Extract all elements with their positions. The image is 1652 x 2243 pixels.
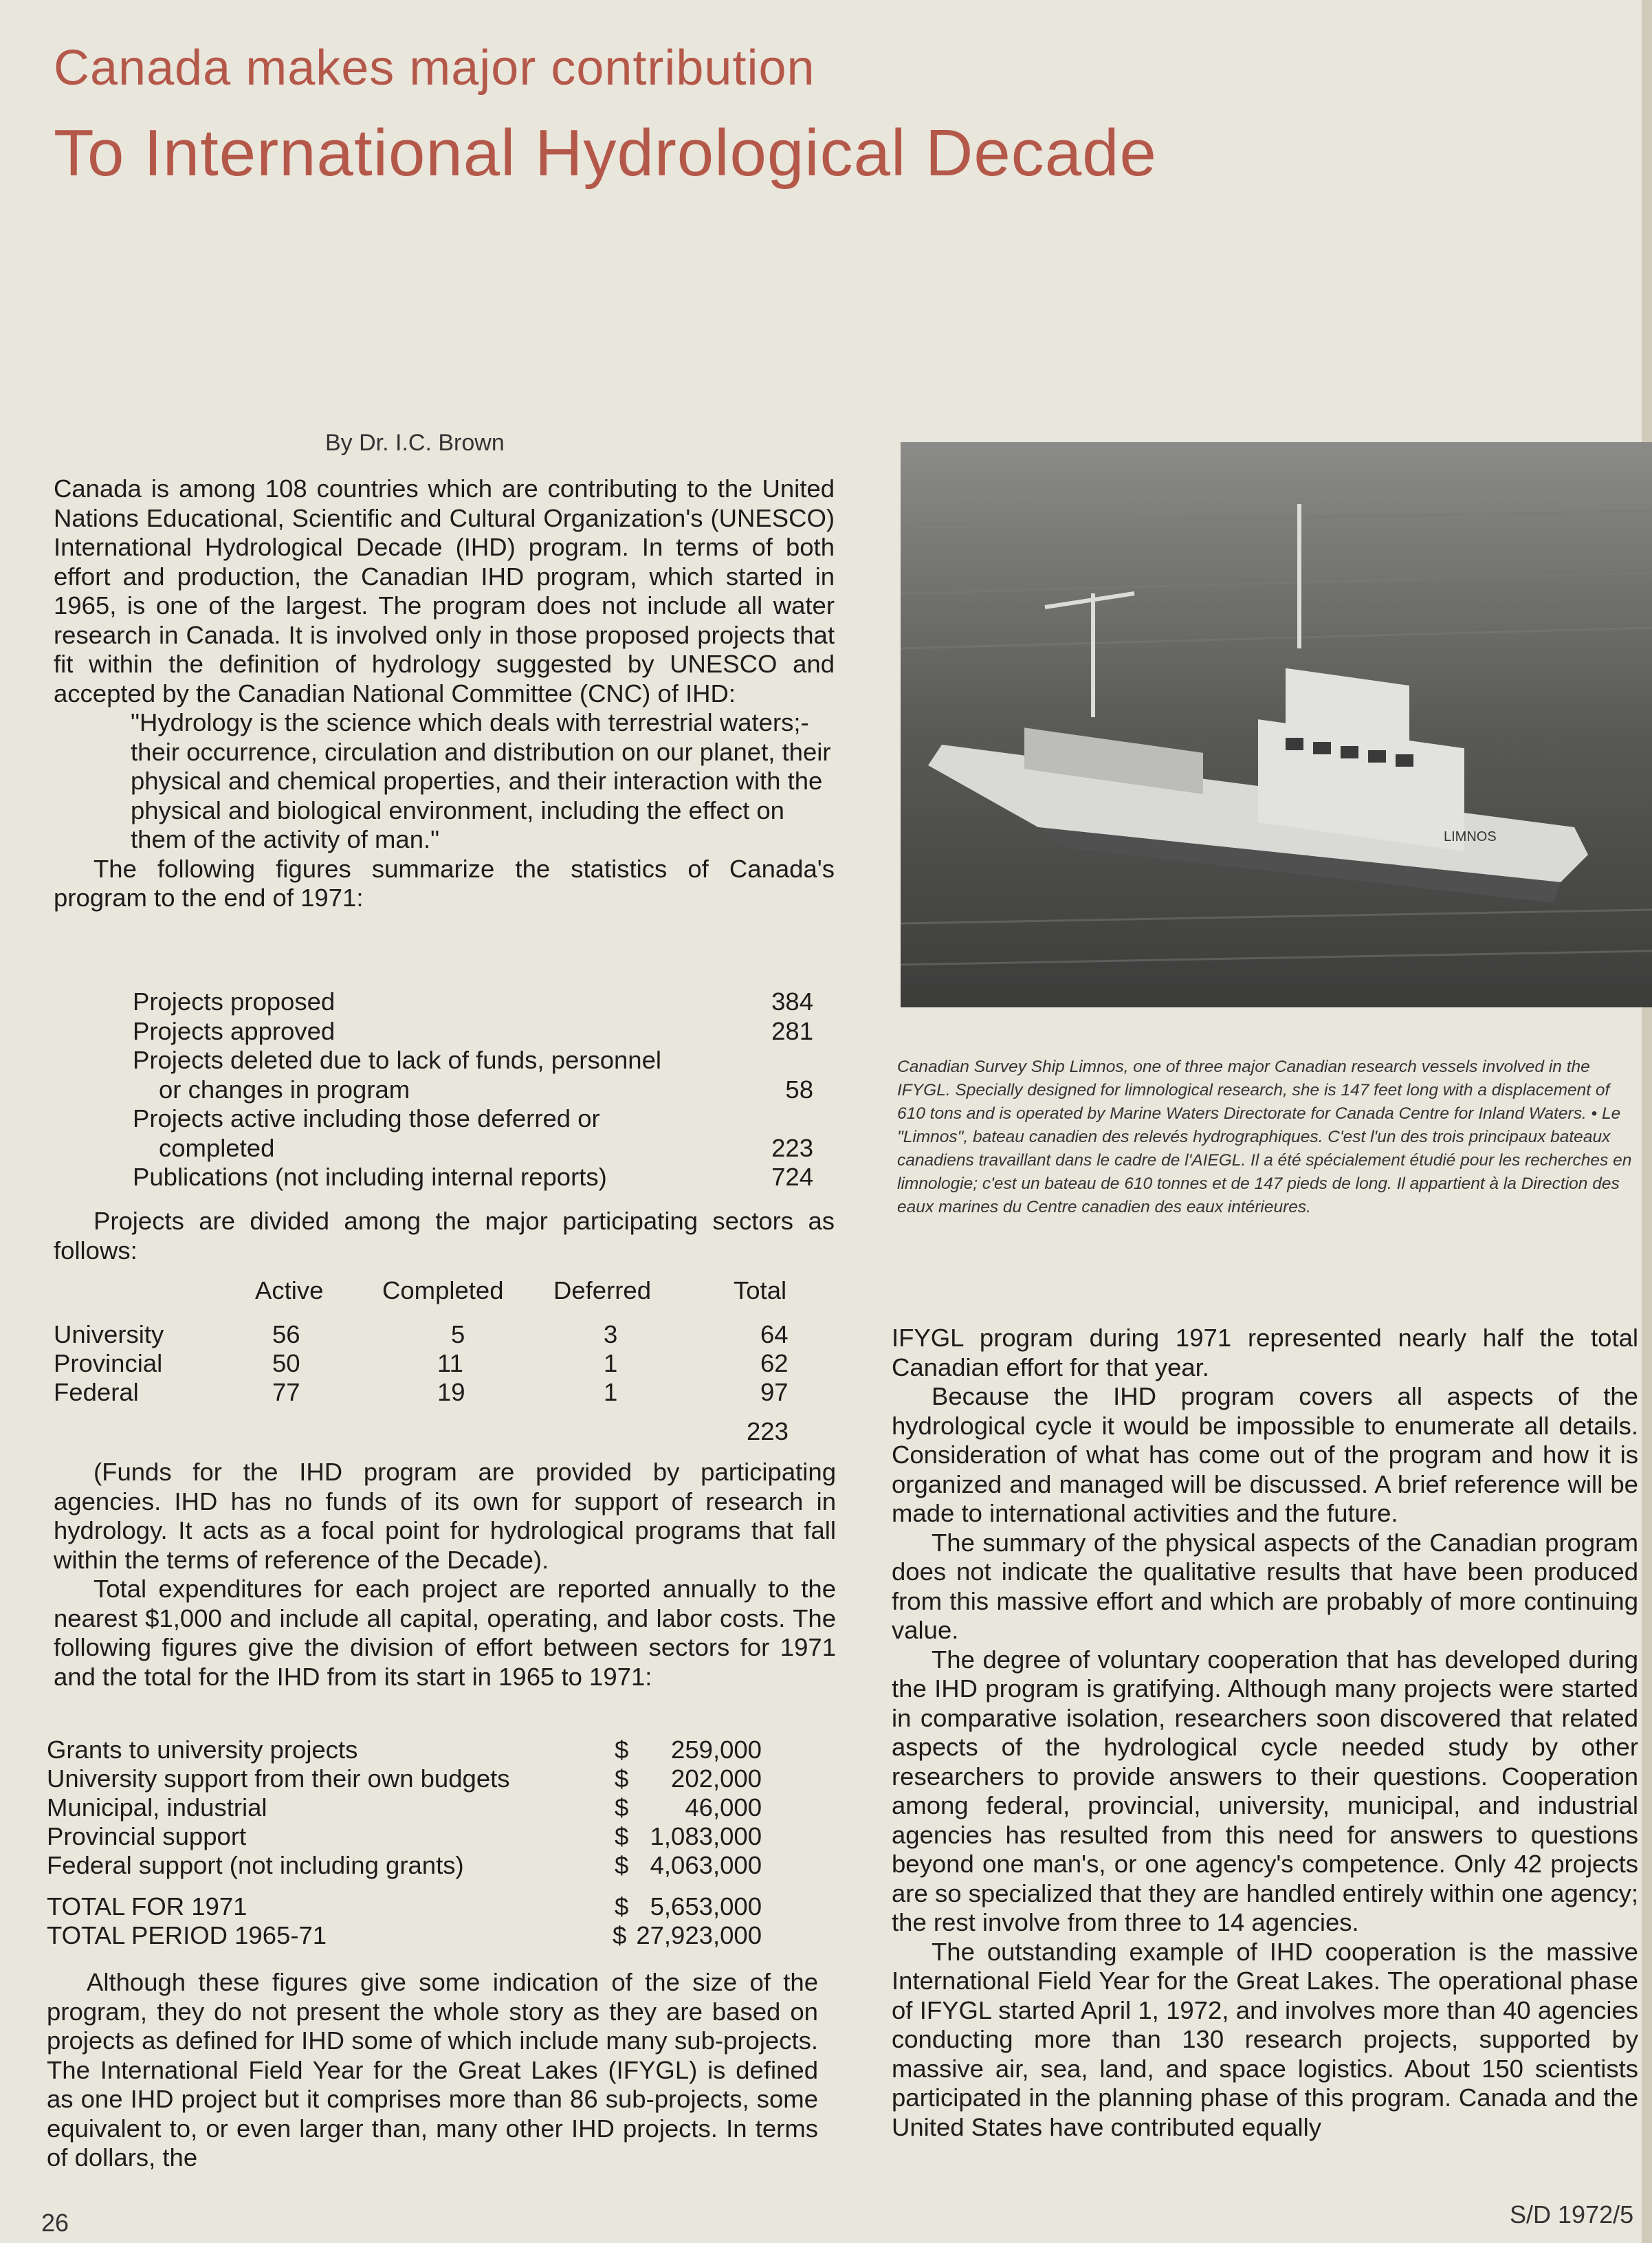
sector-name: Federal [54, 1378, 139, 1406]
currency-sign: $ [615, 1764, 629, 1793]
stat-label: Publications (not including internal reports) [133, 1163, 607, 1191]
total-label: TOTAL FOR 1971 [47, 1892, 247, 1921]
expenditure-label: Provincial support [47, 1822, 247, 1850]
binding-edge [1642, 0, 1652, 2243]
table-cell: 64 [760, 1320, 789, 1348]
figures-intro-paragraph: The following figures summarize the statistics of Canada's program to the end of 1971: [54, 854, 835, 912]
currency-sign: $ [615, 1822, 629, 1850]
ship-illustration [901, 442, 1652, 1007]
stat-label: Projects proposed [133, 987, 335, 1016]
sector-name: University [54, 1320, 164, 1348]
column-header-deferred: Deferred [553, 1276, 652, 1304]
photo-caption: Canadian Survey Ship Limnos, one of three major Canadian research vessels involved in the IFYGL. Specially designed for limnological research, she is 147 feet long with a displacement of 610 tons and is operated by Marine Waters Directorate for Canada Centre for Inland Waters. • Le "Limnos", bateau canadien des relevés hydrographiques. C'est l'un des trois principaux bateaux canadiens travaillant dans le cadre de l'AIEGL. Il a été spécialement étudié pour les recherches en limnologie; c'est un bateau de 610 tonnes et de 147 pieds de long. Il appartient à la Direction des eaux marines du Centre canadien des eaux intérieures. [897, 1058, 1632, 1216]
closing-paragraph: Although these figures give some indication of the size of the program, they do not present the whole story as they are based on projects as defined for IHD some of which include many sub-projects. The International Field Year for the Great Lakes (IFYGL) is defined as one IHD project but it comprises more than 86 sub-projects, some equivalent to, or even larger than, many other IHD projects. In terms of dollars, the [47, 1968, 818, 2171]
stat-row [133, 1046, 813, 1104]
headline-kicker: Canada makes major contribution [54, 41, 815, 96]
funds-block [54, 1458, 836, 1692]
column-two [892, 1324, 1638, 2142]
closing-block [47, 1968, 818, 2173]
table-cell: 56 [272, 1320, 300, 1348]
stat-value: 281 [771, 1016, 813, 1045]
currency-sign: $ [615, 1892, 629, 1921]
stat-row [133, 1017, 813, 1047]
expenditure-amount: 1,083,000 [650, 1822, 762, 1850]
hydrology-definition-quote: "Hydrology is the science which deals with terrestrial waters;-their occurrence, circulation and distribution on our planet, their physical and chemical properties, and their interaction with the physical and biological environment, including the effect on them of the activity of man." [131, 708, 831, 853]
currency-sign: $ [615, 1851, 629, 1879]
sector-table [54, 1276, 837, 1448]
column-two-paragraph: The degree of voluntary cooperation that has developed during the IHD program is gratifying. Although many projects were started in comparative isolation, researchers soon discovered that related aspects of the hydrological cycle needed study by other researchers to provide answers to their questions. Cooperation among federal, provincial, university, municipal, and industrial agencies has resulted from this need for answers to questions beyond one man's, or one agency's competence. Only 42 projects are so specialized that they are handled entirely within one agency; the rest involve from three to 14 agencies. [892, 1645, 1638, 1936]
table-cell: 77 [272, 1378, 300, 1406]
stat-value: 384 [771, 987, 813, 1016]
column-two-paragraph: Because the IHD program covers all aspects of the hydrological cycle it would be impossible to enumerate all details. Consideration of what has come out of the program and how it is organized and managed will be discussed. A brief reference will be made to international activities and the future. [892, 1382, 1638, 1527]
sectors-intro-paragraph: Projects are divided among the major participating sectors as follows: [54, 1207, 835, 1265]
expenditure-label: Grants to university projects [47, 1736, 358, 1764]
expenditure-paragraph: Total expenditures for each project are reported annually to the nearest $1,000 and include all capital, operating, and labor costs. The following figures give the division of effort between sectors for 1971 and the total for the IHD from its start in 1965 to 1971: [54, 1575, 836, 1691]
hull-name-label: LIMNOS [1444, 829, 1497, 844]
intro-paragraph: Canada is among 108 countries which are contributing to the United Nations Educational, Scientific and Cultural Organization's (UNESCO) International Hydrological Decade (IHD) program. In terms of both effort and production, the Canadian IHD program, which started in 1965, is one of the largest. The program does not include all water research in Canada. It is involved only in those proposed projects that fit within the definition of hydrology suggested by UNESCO and accepted by the Canadian National Committee (CNC) of IHD: [54, 474, 835, 708]
expenditure-amount: 4,063,000 [650, 1851, 762, 1879]
byline: By Dr. I.C. Brown [325, 430, 505, 456]
issue-folio: S/D 1972/5 [1510, 2200, 1634, 2229]
table-cell: 50 [272, 1349, 300, 1377]
grand-total: 223 [747, 1417, 789, 1445]
table-cell: 5 [451, 1320, 465, 1348]
statistics-list [133, 987, 813, 1192]
stat-label: Projects active including those deferred or [133, 1104, 600, 1133]
stat-label-continued: or changes in program [159, 1075, 410, 1104]
headline-title: To International Hydrological Decade [54, 116, 1157, 190]
stat-row [133, 1104, 813, 1163]
stat-value: 58 [785, 1075, 813, 1104]
total-amount: 27,923,000 [636, 1921, 762, 1949]
table-cell: 62 [760, 1349, 789, 1377]
column-two-paragraph: IFYGL program during 1971 represented nearly half the total Canadian effort for that year. [892, 1324, 1638, 1381]
column-header-completed: Completed [382, 1276, 504, 1304]
stat-row [133, 987, 813, 1017]
expenditure-amount: 46,000 [685, 1793, 762, 1821]
stat-value: 223 [771, 1133, 813, 1162]
currency-sign: $ [615, 1793, 629, 1821]
currency-sign: $ [613, 1921, 627, 1949]
stat-row [133, 1163, 813, 1192]
expenditure-label: Federal support (not including grants) [47, 1851, 464, 1879]
stat-label-continued: completed [159, 1133, 275, 1162]
expenditures-table [47, 1736, 762, 1956]
expenditure-label: Municipal, industrial [47, 1793, 267, 1821]
table-cell: 19 [437, 1378, 465, 1406]
column-two-paragraph: The summary of the physical aspects of the Canadian program does not indicate the qualitative results that have been produced from this massive effort and which are probably of more continuing value. [892, 1528, 1638, 1644]
stat-label: Projects approved [133, 1016, 335, 1045]
page-number: 26 [41, 2209, 69, 2237]
table-cell: 97 [760, 1378, 789, 1406]
table-cell: 1 [604, 1378, 618, 1406]
table-cell: 11 [437, 1349, 463, 1377]
ship-photo [901, 442, 1652, 1007]
expenditure-amount: 259,000 [671, 1736, 762, 1764]
column-header-active: Active [255, 1276, 324, 1304]
intro-block [54, 474, 835, 913]
table-cell: 3 [604, 1320, 618, 1348]
sector-name: Provincial [54, 1349, 163, 1377]
expenditure-amount: 202,000 [671, 1764, 762, 1793]
column-two-paragraph: The outstanding example of IHD cooperation is the massive International Field Year for the Great Lakes. The operational phase of IFYGL started April 1, 1972, and involves more than 40 agencies conducting more than 130 research projects, supported by massive air, sea, land, and space logistics. About 150 scientists participated in the planning phase of this program. Canada and the United States have contributed equally [892, 1937, 1638, 2141]
column-header-total: Total [734, 1276, 787, 1304]
table-cell: 1 [604, 1349, 618, 1377]
currency-sign: $ [615, 1736, 629, 1764]
sectors-intro-block [54, 1207, 835, 1265]
stat-value: 724 [771, 1163, 813, 1191]
expenditure-label: University support from their own budgets [47, 1764, 510, 1793]
funds-paragraph: (Funds for the IHD program are provided by participating agencies. IHD has no funds of its own for support of research in hydrology. It acts as a focal point for hydrological programs that fall within the terms of reference of the Decade). [54, 1458, 836, 1574]
total-label: TOTAL PERIOD 1965-71 [47, 1921, 327, 1949]
total-amount: 5,653,000 [650, 1892, 762, 1921]
stat-label: Projects deleted due to lack of funds, personnel [133, 1046, 662, 1074]
